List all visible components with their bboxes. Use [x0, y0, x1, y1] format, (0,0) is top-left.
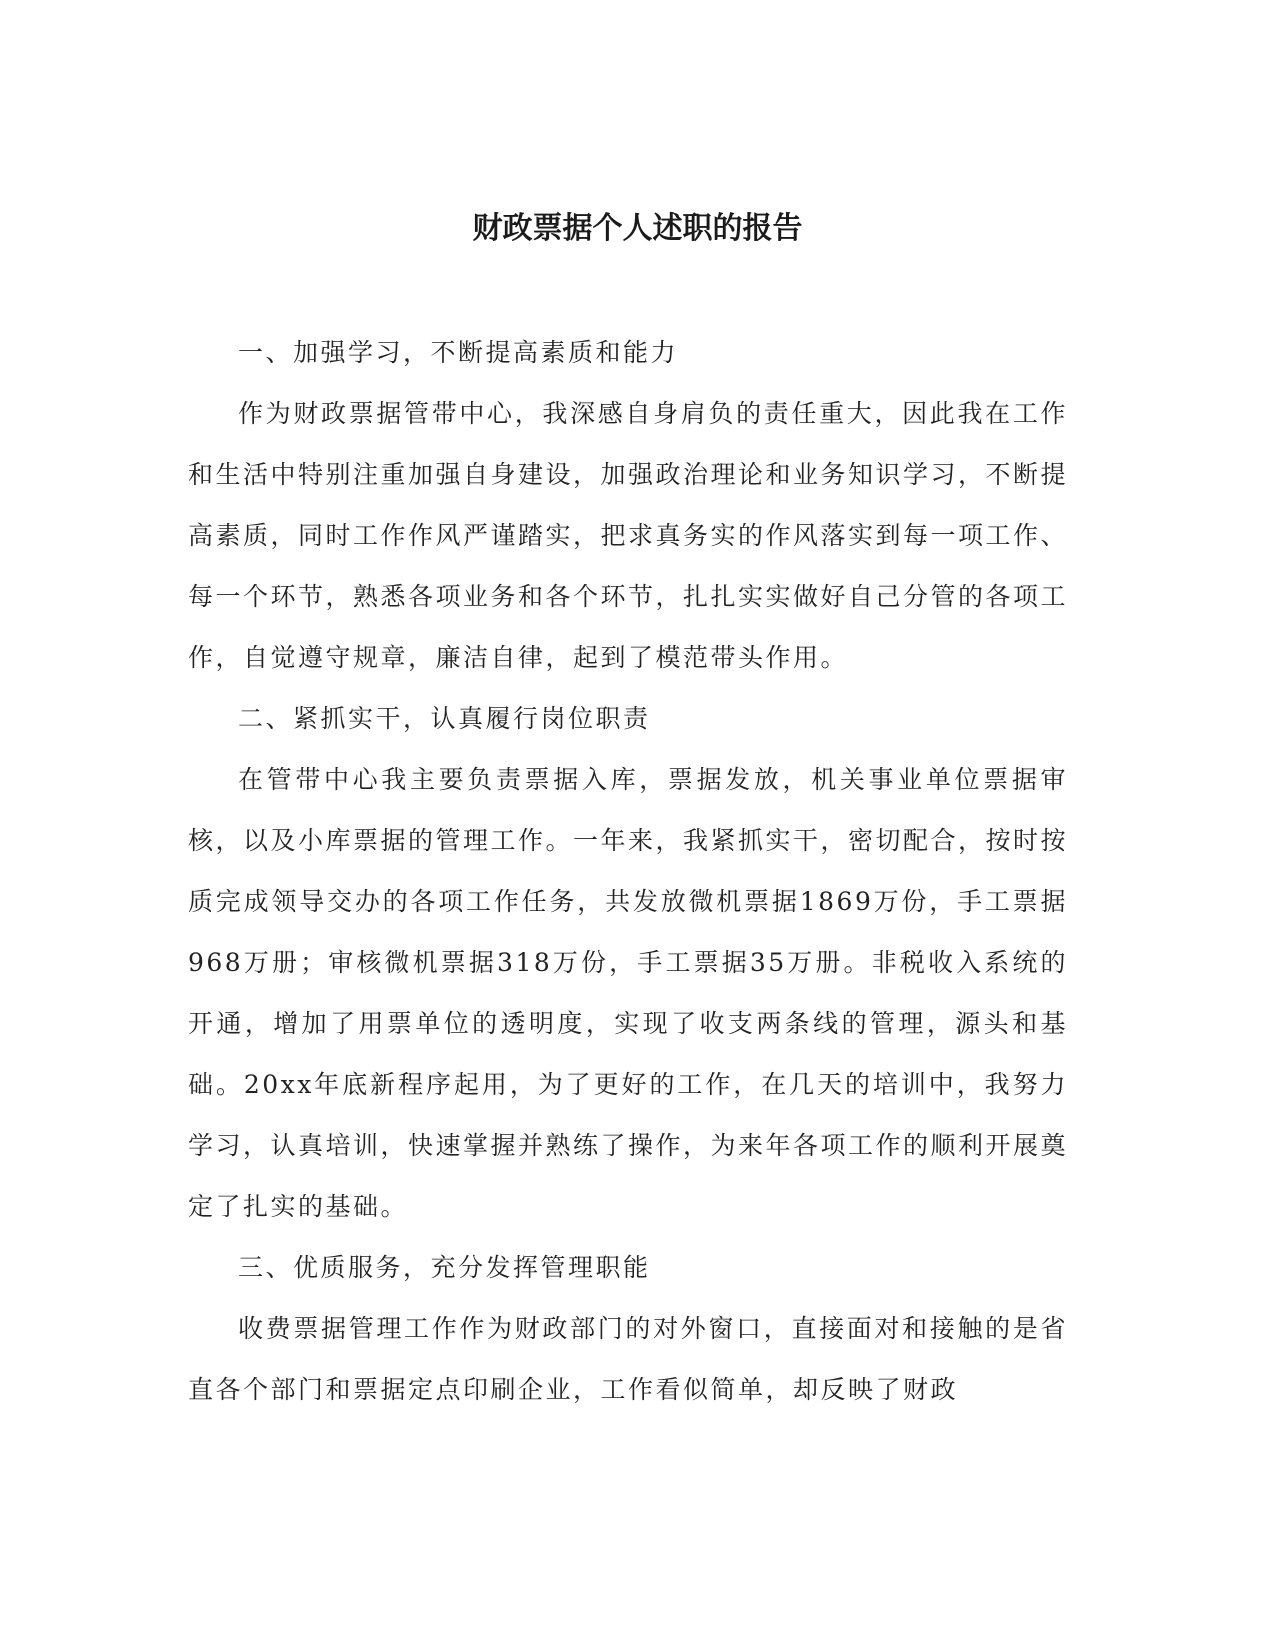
paragraph-3: 收费票据管理工作作为财政部门的对外窗口，直接面对和接触的是省直各个部门和票据定点印刷企业，工作看似简单，却反映了财政	[188, 1314, 1068, 1404]
document-body	[188, 322, 1068, 1420]
paragraph-1: 作为财政票据管带中心，我深感自身肩负的责任重大，因此我在工作和生活中特别注重加强自身建设，加强政治理论和业务知识学习，不断提高素质，同时工作作风严谨踏实，把求真务实的作风落实到每一项工作、每一个环节，熟悉各项业务和各个环节，扎扎实实做好自己分管的各项工作，自觉遵守规章，廉洁自律，起到了模范带头作用。	[188, 399, 1069, 672]
section-heading-1: 一、加强学习，不断提高素质和能力	[238, 338, 679, 367]
document-title: 财政票据个人述职的报告	[472, 211, 803, 246]
section-heading-2: 二、紧抓实干，认真履行岗位职责	[238, 704, 651, 733]
paragraph-2: 在管带中心我主要负责票据入库，票据发放，机关事业单位票据审核，以及小库票据的管理工作。一年来，我紧抓实干，密切配合，按时按质完成领导交办的各项工作任务，共发放微机票据1869万份，手工票据968万册；审核微机票据318万份，手工票据35万册。非税收入系统的开通，增加了用票单位的透明度，实现了收支两条线的管理，源头和基础。20xx年底新程序起用，为了更好的工作，在几天的培训中，我努力学习，认真培训，快速掌握并熟练了操作，为来年各项工作的顺利开展奠定了扎实的基础。	[188, 765, 1069, 1221]
section-heading-3: 三、优质服务，充分发挥管理职能	[238, 1253, 651, 1282]
